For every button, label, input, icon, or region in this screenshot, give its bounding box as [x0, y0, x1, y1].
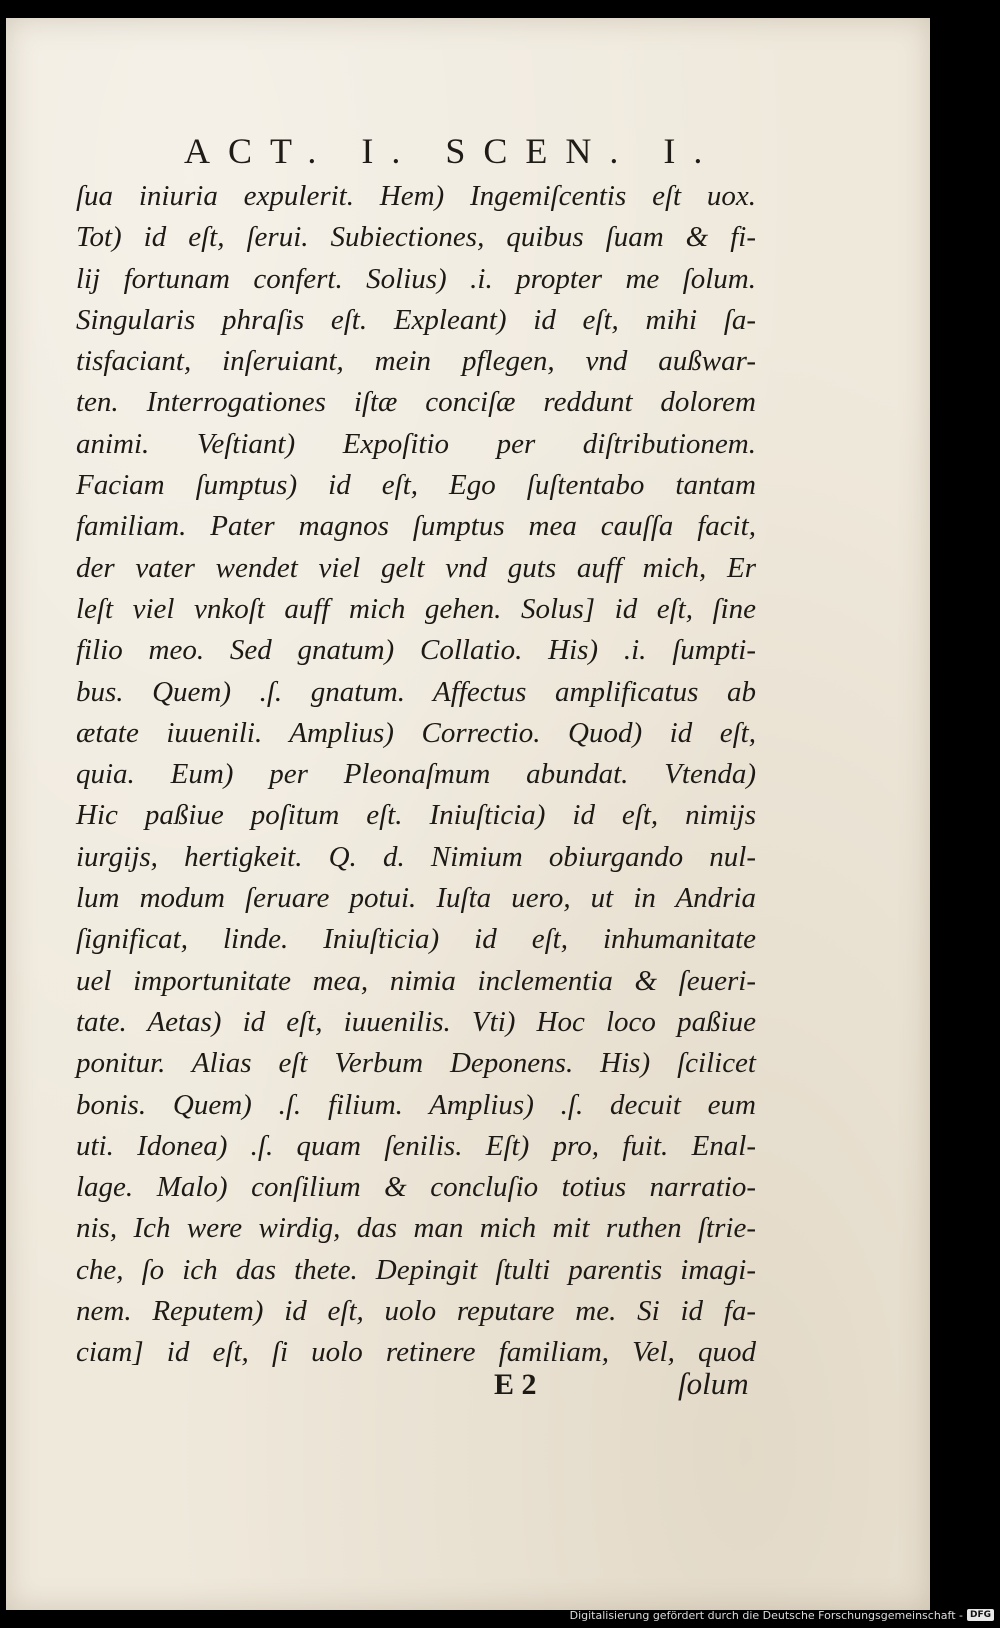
text-line: Tot) id eſt, ſerui. Subiectiones, quibus ſuam & fi-: [76, 221, 756, 254]
text-line: nem. Reputem) id eſt, uolo reputare me. Si id fa-: [76, 1295, 756, 1328]
catchword: ſolum: [678, 1366, 749, 1401]
text-line: Singularis phraſis eſt. Expleant) id eſt, mihi ſa-: [76, 303, 756, 336]
dfg-logo-icon: DFG: [967, 1609, 994, 1621]
text-line: tisfaciant, inſeruiant, mein pflegen, vnd außwar-: [76, 345, 756, 378]
text-line: animi. Veſtiant) Expoſitio per diſtributionem.: [76, 427, 756, 460]
text-line: lij fortunam confert. Solius) .i. propter me ſolum.: [76, 262, 756, 295]
text-line: ætate iuuenili. Amplius) Correctio. Quod) id eſt,: [76, 716, 756, 749]
text-line: lage. Malo) conſilium & concluſio totius narratio-: [76, 1171, 756, 1204]
text-line: iurgijs, hertigkeit. Q. d. Nimium obiurgando nul-: [76, 840, 756, 873]
text-line: familiam. Pater magnos ſumptus mea cauſſa facit,: [76, 510, 756, 543]
digitization-credit: [570, 1604, 994, 1626]
text-line: filio meo. Sed gnatum) Collatio. His) .i. ſumpti-: [76, 634, 756, 667]
text-line: bonis. Quem) .ſ. filium. Amplius) .ſ. decuit eum: [76, 1088, 756, 1121]
text-line: ponitur. Alias eſt Verbum Deponens. His) ſcilicet: [76, 1047, 756, 1080]
text-line: ſignificat, linde. Iniuſticia) id eſt, inhumanitate: [76, 923, 756, 956]
text-line: ſua iniuria expulerit. Hem) Ingemiſcentis eſt uox.: [76, 180, 756, 212]
text-line: tate. Aetas) id eſt, iuuenilis. Vti) Hoc loco paßiue: [76, 1005, 756, 1038]
running-head: ACT. I. SCEN. I.: [184, 131, 721, 171]
text-line: bus. Quem) .ſ. gnatum. Affectus amplificatus ab: [76, 675, 756, 708]
credit-text: Digitalisierung gefördert durch die Deutsche Forschungsgemeinschaft -: [569, 1608, 963, 1622]
text-line: Hic paßiue poſitum eſt. Iniuſticia) id eſt, nimijs: [76, 799, 756, 832]
text-line: uel importunitate mea, nimia inclementia & ſeueri-: [76, 964, 756, 997]
text-line: Faciam ſumptus) id eſt, Ego ſuſtentabo tantam: [76, 469, 756, 502]
text-line: ten. Interrogationes iſtæ conciſæ reddunt dolorem: [76, 386, 756, 419]
text-line: nis, Ich were wirdig, das man mich mit ruthen ſtrie-: [76, 1212, 756, 1245]
text-line: uti. Idonea) .ſ. quam ſenilis. Eſt) pro, fuit. Enal-: [76, 1129, 756, 1162]
signature-mark: E 2: [494, 1368, 537, 1401]
text-line: quia. Eum) per Pleonaſmum abundat. Vtenda): [76, 758, 756, 791]
text-line: leſt viel vnkoſt auff mich gehen. Solus] id eſt, ſine: [76, 592, 756, 625]
book-page: [6, 18, 930, 1610]
text-line: ciam] id eſt, ſi uolo retinere familiam, Vel, quod: [76, 1336, 756, 1369]
text-line: lum modum ſeruare potui. Iuſta uero, ut in Andria: [76, 882, 756, 915]
text-line: der vater wendet viel gelt vnd guts auff mich, Er: [76, 551, 756, 584]
text-line: che, ſo ich das thete. Depingit ſtulti parentis imagi-: [76, 1253, 756, 1286]
body-text: [76, 176, 756, 1374]
